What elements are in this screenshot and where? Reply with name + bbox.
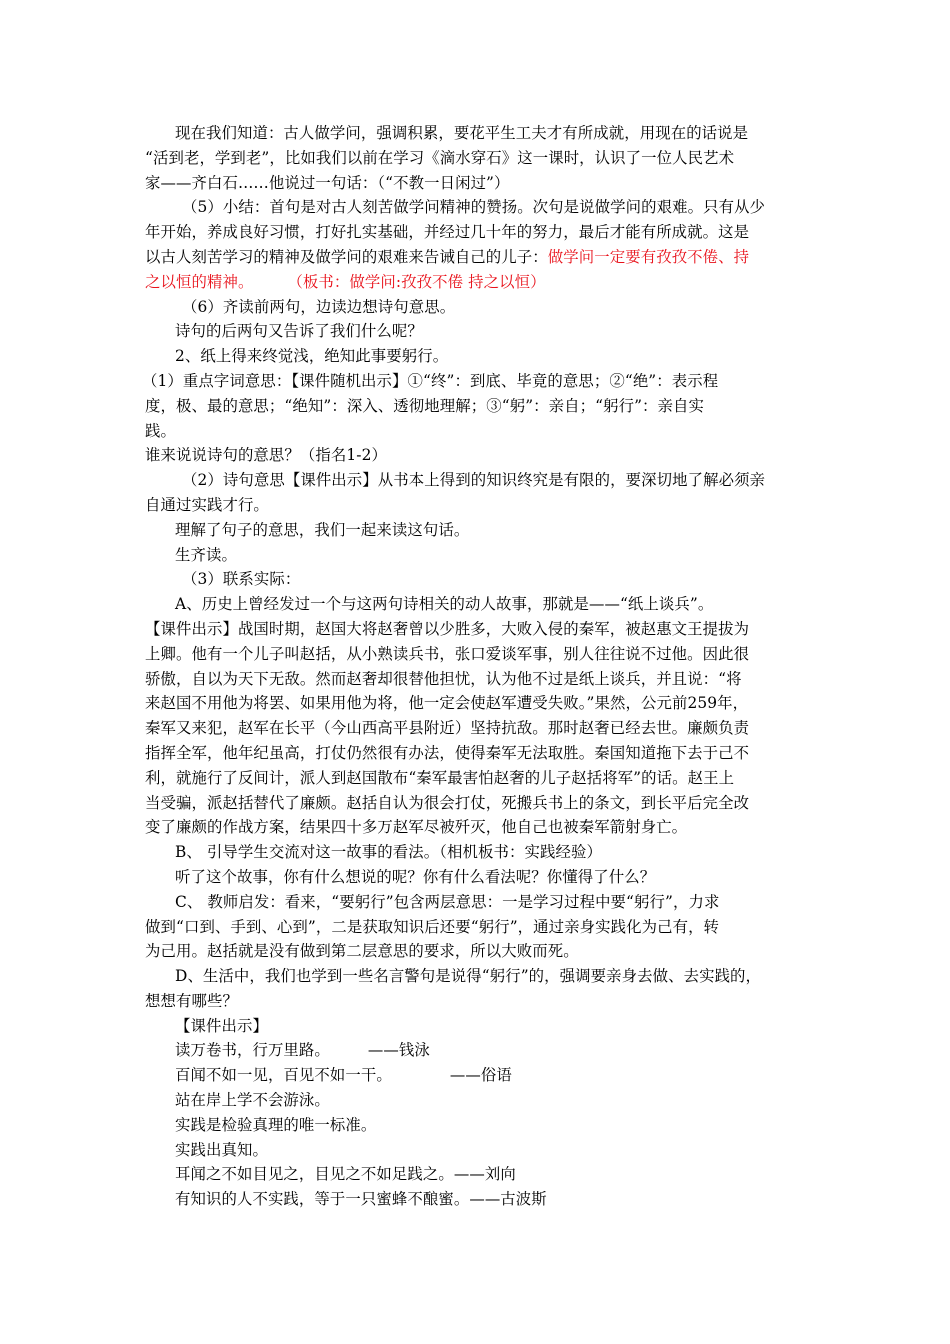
text-line: A、历史上曾经发过一个与这两句诗相关的动人故事，那就是——“纸上谈兵”。 <box>175 595 714 614</box>
quote-text: 读万卷书，行万里路。 <box>175 1041 330 1060</box>
quote-text: 耳闻之不如目见之，目见之不如足践之。 <box>175 1165 454 1184</box>
text-line: 生齐读。 <box>175 545 237 564</box>
text-line: C、 教师启发：看来，“要躬行”包含两层意思：一是学习过程中要“躬行”，力求 <box>175 892 720 911</box>
quote-item <box>145 1038 810 1063</box>
text-line: 诗句的后两句又告诉了我们什么呢？ <box>175 322 423 341</box>
quote-author: ——古波斯 <box>469 1190 547 1209</box>
text-line: 上卿。他有一个儿子叫赵括，从小熟读兵书，张口爱谈军事，别人往往说不过他。因此很 <box>145 644 750 663</box>
text-line: 变了廉颇的作战方案，结果四十多万赵军尽被歼灭，他自己也被秦军箭射身亡。 <box>145 818 688 837</box>
text-line: 【课件出示】战国时期，赵国大将赵奢曾以少胜多，大败入侵的秦军，被赵惠文王提拔为 <box>145 619 750 638</box>
summary-text: 以古人刻苦学习的精神及做学问的艰难来告诫自己的儿子： <box>145 247 548 266</box>
highlighted-conclusion: 之以恒的精神。 <box>145 272 254 291</box>
text-line: （5）小结：首句是对古人刻苦做学问精神的赞扬。次句是说做学问的艰难。只有从少 <box>182 198 766 217</box>
quote-item <box>145 1113 810 1138</box>
text-line: 当受骗，派赵括替代了廉颇。赵括自认为很会打仗，死搬兵书上的条文，到长平后完全改 <box>145 793 750 812</box>
text-line: 自通过实践才行。 <box>145 495 269 514</box>
quote-text: 有知识的人不实践，等于一只蜜蜂不酿蜜。 <box>175 1190 470 1209</box>
quote-text: 实践出真知。 <box>175 1140 268 1159</box>
quote-text: 百闻不如一见，百见不如一干。 <box>175 1066 392 1085</box>
text-line: D、生活中，我们也学到一些名言警句是说得“躬行”的，强调要亲身去做、去实践的， <box>175 967 762 986</box>
quote-item <box>145 1187 810 1212</box>
text-line: 现在我们知道：古人做学问，强调积累，要花平生工夫才有所成就，用现在的话说是 <box>175 124 749 142</box>
blackboard-note: （板书：做学问:孜孜不倦 持之以恒） <box>287 272 546 291</box>
text-line: “活到老，学到老”，比如我们以前在学习《滴水穿石》这一课时，认识了一位人民艺术 <box>145 148 735 167</box>
text-line: （1）重点字词意思：【课件随机出示】①“终”：到底、毕竟的意思；②“绝”：表示程 <box>142 371 719 390</box>
text-line <box>145 270 810 295</box>
quote-item <box>145 1063 810 1088</box>
quote-author: ——俗语 <box>449 1066 512 1085</box>
text-line: 想想有哪些？ <box>145 991 238 1010</box>
text-line: B、 引导学生交流对这一故事的看法。（相机板书：实践经验） <box>175 843 602 862</box>
section-heading: 2、纸上得来终觉浅，绝知此事要躬行。 <box>175 347 449 366</box>
text-line: 为己用。赵括就是没有做到第二层意思的要求，所以大败而死。 <box>145 942 579 961</box>
quote-author: ——刘向 <box>453 1165 516 1184</box>
document-page <box>142 121 810 1212</box>
text-line: 年开始，养成良好习惯，打好扎实基础，并经过几十年的努力，最后才能有所成就。这是 <box>145 223 750 242</box>
highlighted-conclusion: 做学问一定要有孜孜不倦、持 <box>547 247 750 266</box>
text-line: （2）诗句意思【课件出示】从书本上得到的知识终究是有限的，要深切地了解必须亲 <box>182 471 766 490</box>
text-line: 践。 <box>145 421 176 440</box>
text-line: （6）齐读前两句，边读边想诗句意思。 <box>182 297 456 316</box>
text-line: 骄傲，自以为天下无敌。然而赵奢却很替他担忧，认为他不过是纸上谈兵，并且说：“将 <box>145 669 742 688</box>
text-line: 理解了句子的意思，我们一起来读这句话。 <box>175 520 470 539</box>
text-line: 听了这个故事，你有什么想说的呢？你有什么看法呢？你懂得了什么？ <box>175 867 656 886</box>
quote-item <box>145 1162 810 1187</box>
text-line: （3）联系实际： <box>182 570 301 589</box>
text-line: 家——齐白石……他说过一句话：（“不教一日闲过”） <box>145 173 510 192</box>
quote-text: 站在岸上学不会游泳。 <box>175 1091 330 1110</box>
text-line: 利，就施行了反间计，派人到赵国散布“秦军最害怕赵奢的儿子赵括将军”的话。赵王上 <box>145 768 735 787</box>
text-line: 指挥全军，他年纪虽高，打仗仍然很有办法，使得秦军无法取胜。秦国知道拖下去于己不 <box>145 743 750 762</box>
text-line: 做到“口到、手到、心到”，二是获取知识后还要“躬行”，通过亲身实践化为己有，转 <box>145 917 720 936</box>
text-line <box>145 245 810 270</box>
quote-author: ——钱泳 <box>367 1041 430 1060</box>
text-line: 谁来说说诗句的意思？（指名1-2） <box>145 446 387 465</box>
text-line: 度，极、最的意思；“绝知”：深入、透彻地理解；③“躬”：亲自；“躬行”：亲自实 <box>145 396 704 415</box>
quote-item <box>145 1088 810 1113</box>
quote-item <box>145 1138 810 1163</box>
text-line: 【课件出示】 <box>175 1016 268 1035</box>
quote-text: 实践是检验真理的唯一标准。 <box>175 1115 377 1134</box>
text-line: 来赵国不用他为将罢、如果用他为将，他一定会使赵军遭受失败。”果然，公元前259年， <box>145 694 749 713</box>
text-line: 秦军又来犯，赵军在长平（今山西高平县附近）坚持抗敌。那时赵奢已经去世。廉颇负责 <box>145 719 750 738</box>
